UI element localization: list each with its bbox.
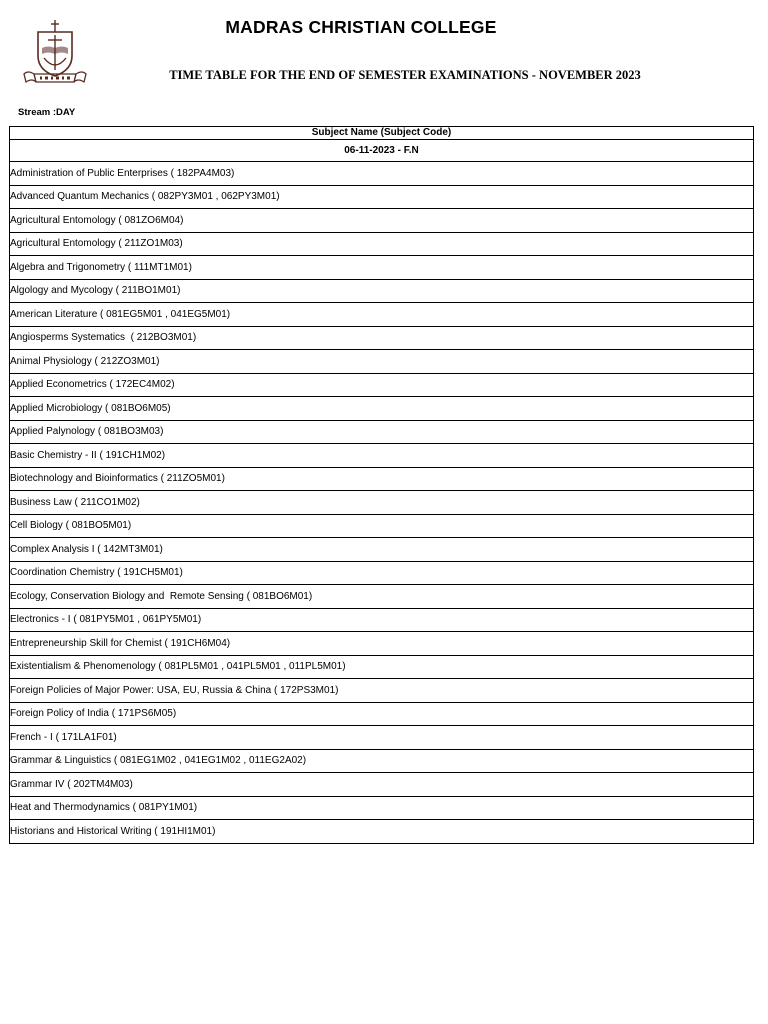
table-row [10, 467, 754, 491]
session-date: 06-11-2023 - F.N [10, 140, 754, 162]
table-row [10, 444, 754, 468]
subject-cell: Applied Palynology ( 081BO3M03) [10, 420, 754, 444]
subject-cell: Ecology, Conservation Biology and Remote Sensing ( 081BO6M01) [10, 585, 754, 609]
subject-cell: Algebra and Trigonometry ( 111MT1M01) [10, 256, 754, 280]
subject-cell: Animal Physiology ( 212ZO3M01) [10, 350, 754, 374]
table-row [10, 538, 754, 562]
timetable-title: TIME TABLE FOR THE END OF SEMESTER EXAMINATIONS - NOVEMBER 2023 [169, 68, 641, 82]
table-row [10, 350, 754, 374]
subject-cell: Cell Biology ( 081BO5M01) [10, 514, 754, 538]
timetable-table [9, 126, 754, 844]
table-row [10, 796, 754, 820]
subject-cell: Business Law ( 211CO1M02) [10, 491, 754, 515]
subject-cell: Applied Econometrics ( 172EC4M02) [10, 373, 754, 397]
subject-cell: Heat and Thermodynamics ( 081PY1M01) [10, 796, 754, 820]
table-header-row [10, 127, 754, 140]
subject-cell: French - I ( 171LA1F01) [10, 726, 754, 750]
stream-label: Stream :DAY [18, 107, 76, 118]
table-row [10, 726, 754, 750]
subject-cell: American Literature ( 081EG5M01 , 041EG5M01) [10, 303, 754, 327]
table-row [10, 279, 754, 303]
table-row [10, 232, 754, 256]
subject-cell: Historians and Historical Writing ( 191HI1M01) [10, 820, 754, 844]
table-row [10, 256, 754, 280]
subject-cell: Algology and Mycology ( 211BO1M01) [10, 279, 754, 303]
subject-cell: Coordination Chemistry ( 191CH5M01) [10, 561, 754, 585]
table-row [10, 585, 754, 609]
session-row [10, 140, 754, 162]
subject-cell: Agricultural Entomology ( 081ZO6M04) [10, 209, 754, 233]
subject-cell: Basic Chemistry - II ( 191CH1M02) [10, 444, 754, 468]
college-name: MADRAS CHRISTIAN COLLEGE [225, 17, 497, 37]
subject-cell: Advanced Quantum Mechanics ( 082PY3M01 , 062PY3M01) [10, 185, 754, 209]
subject-cell: Electronics - I ( 081PY5M01 , 061PY5M01) [10, 608, 754, 632]
subject-cell: Complex Analysis I ( 142MT3M01) [10, 538, 754, 562]
subject-cell: Entrepreneurship Skill for Chemist ( 191CH6M04) [10, 632, 754, 656]
subject-cell: Biotechnology and Bioinformatics ( 211ZO5M01) [10, 467, 754, 491]
table-row [10, 514, 754, 538]
table-row [10, 397, 754, 421]
table-row [10, 420, 754, 444]
table-row [10, 773, 754, 797]
table-row [10, 561, 754, 585]
table-row [10, 326, 754, 350]
table-row [10, 303, 754, 327]
table-row [10, 679, 754, 703]
table-row [10, 702, 754, 726]
table-row [10, 491, 754, 515]
subject-cell: Angiosperms Systematics ( 212BO3M01) [10, 326, 754, 350]
subject-cell: Administration of Public Enterprises ( 182PA4M03) [10, 162, 754, 186]
table-row [10, 608, 754, 632]
table-row [10, 209, 754, 233]
subject-cell: Grammar IV ( 202TM4M03) [10, 773, 754, 797]
table-row [10, 162, 754, 186]
table-row [10, 373, 754, 397]
column-header-subject: Subject Name (Subject Code) [10, 127, 754, 140]
table-row [10, 185, 754, 209]
subject-cell: Agricultural Entomology ( 211ZO1M03) [10, 232, 754, 256]
subject-cell: Foreign Policy of India ( 171PS6M05) [10, 702, 754, 726]
subject-cell: Applied Microbiology ( 081BO6M05) [10, 397, 754, 421]
subject-cell: Grammar & Linguistics ( 081EG1M02 , 041EG1M02 , 011EG2A02) [10, 749, 754, 773]
table-row [10, 820, 754, 844]
table-row [10, 632, 754, 656]
subject-cell: Foreign Policies of Major Power: USA, EU, Russia & China ( 172PS3M01) [10, 679, 754, 703]
table-row [10, 749, 754, 773]
subject-cell: Existentialism & Phenomenology ( 081PL5M01 , 041PL5M01 , 011PL5M01) [10, 655, 754, 679]
table-row [10, 655, 754, 679]
